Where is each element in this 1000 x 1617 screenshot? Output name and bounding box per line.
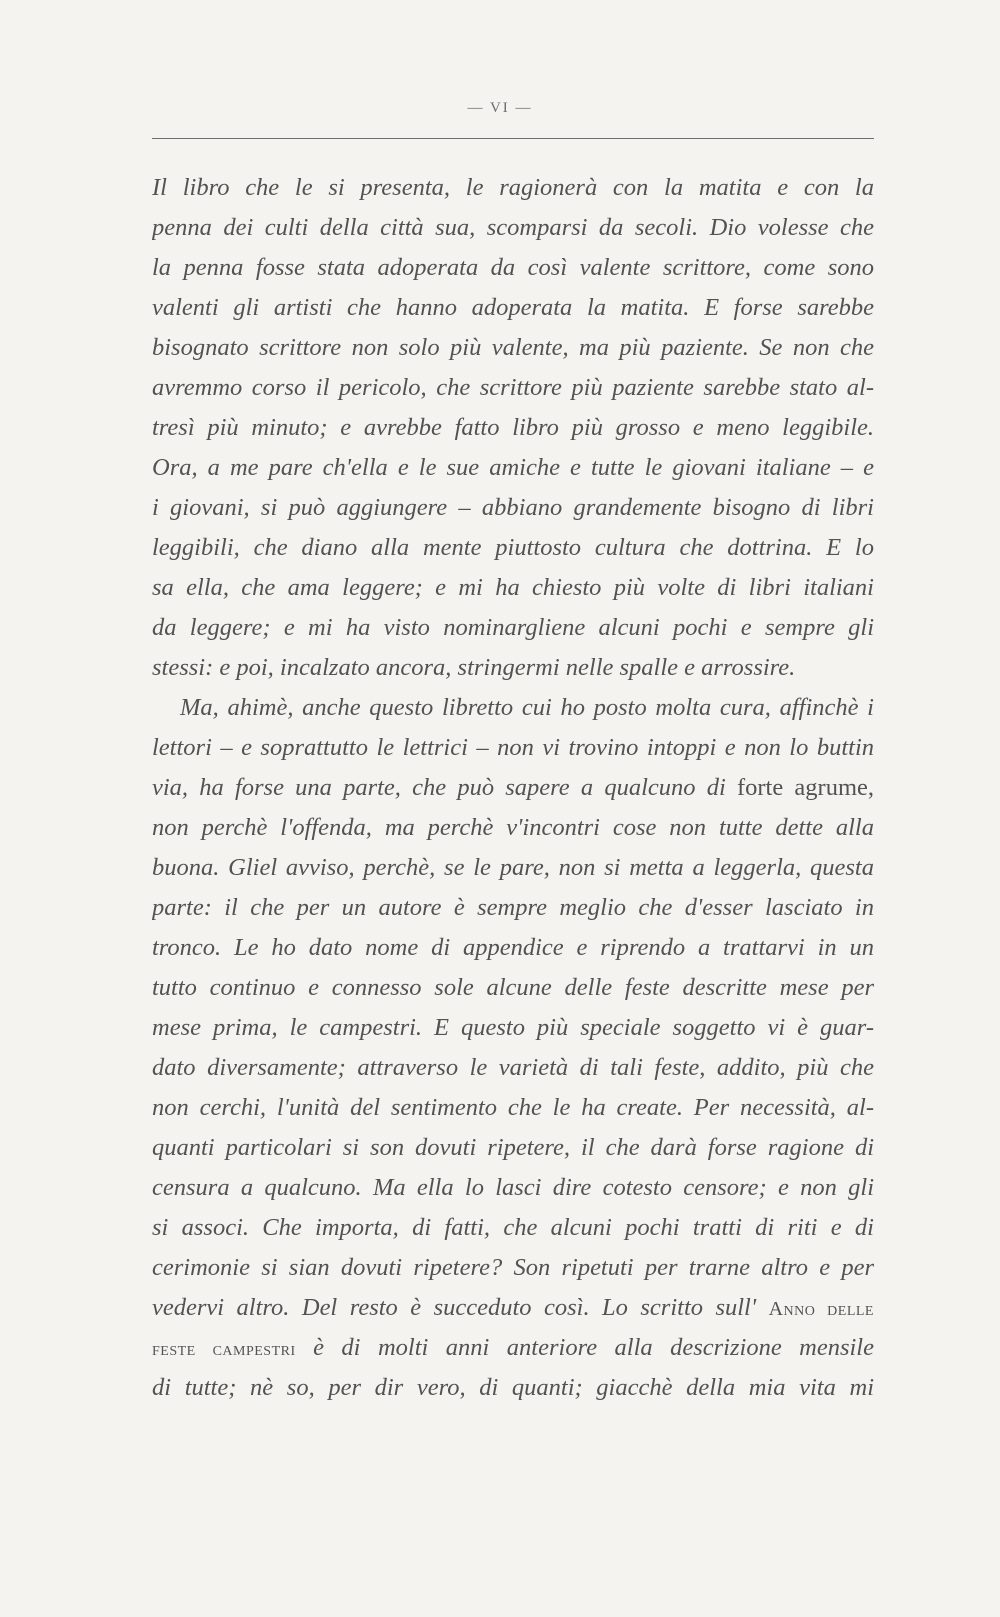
- text-line: mese prima, le campestri. E questo più speciale soggetto vi è guar-: [152, 1014, 874, 1041]
- text-line: [152, 1288, 874, 1328]
- text-line: [152, 1328, 874, 1368]
- text-line: buona. Gliel avviso, perchè, se le pare, non si metta a leggerla, questa: [152, 854, 874, 881]
- body-text: [152, 168, 874, 1408]
- text-line: tronco. Le ho dato nome di appendice e riprendo a trattarvi in un: [152, 934, 874, 961]
- text-segment-small-caps: feste campestri: [152, 1338, 296, 1360]
- text-line: Ora, a me pare ch'ella e le sue amiche e tutte le giovani italiane – e: [152, 454, 874, 481]
- text-line: bisognato scrittore non solo più valente, ma più paziente. Se non che: [152, 334, 874, 361]
- text-line: leggibili, che diano alla mente piuttosto cultura che dottrina. E lo: [152, 534, 874, 561]
- text-line: parte: il che per un autore è sempre meglio che d'esser lasciato in: [152, 894, 874, 921]
- text-line: tutto continuo e connesso sole alcune delle feste descritte mese per: [152, 974, 874, 1001]
- text-segment: è di molti anni anteriore alla descrizione mensile: [295, 1334, 874, 1361]
- text-line: valenti gli artisti che hanno adoperata la matita. E forse sarebbe: [152, 294, 874, 321]
- text-line: quanti particolari si son dovuti ripetere, il che darà forse ragione di: [152, 1134, 874, 1161]
- text-line: avremmo corso il pericolo, che scrittore più paziente sarebbe stato al-: [152, 374, 874, 401]
- text-line: [152, 768, 874, 808]
- text-line: non perchè l'offenda, ma perchè v'incontri cose non tutte dette alla: [152, 814, 874, 841]
- text-line: penna dei culti della città sua, scomparsi da secoli. Dio volesse che: [152, 214, 874, 241]
- text-segment: vedervi altro. Del resto è succeduto così. Lo scritto sull': [152, 1294, 769, 1321]
- text-line: non cerchi, l'unità del sentimento che le ha create. Per necessità, al-: [152, 1094, 874, 1121]
- text-line: censura a qualcuno. Ma ella lo lasci dire cotesto censore; e non gli: [152, 1174, 874, 1201]
- text-line: di tutte; nè so, per dir vero, di quanti; giacchè della mia vita mi: [152, 1374, 874, 1401]
- text-line: stessi: e poi, incalzato ancora, stringermi nelle spalle e arrossire.: [152, 654, 796, 681]
- text-segment: via, ha forse una parte, che può sapere a qualcuno di: [152, 774, 737, 801]
- text-line: Ma, ahimè, anche questo libretto cui ho posto molta cura, affinchè i: [180, 694, 874, 721]
- text-line: si associ. Che importa, di fatti, che alcuni pochi tratti di riti e di: [152, 1214, 874, 1241]
- text-line: Il libro che le si presenta, le ragionerà con la matita e con la: [152, 174, 874, 201]
- text-segment-roman: forte agrume,: [736, 774, 874, 801]
- text-line: tresì più minuto; e avrebbe fatto libro più grosso e meno leggibile.: [152, 414, 874, 441]
- text-line: la penna fosse stata adoperata da così valente scrittore, come sono: [152, 254, 874, 281]
- text-line: cerimonie si sian dovuti ripetere? Son ripetuti per trarne altro e per: [152, 1254, 874, 1281]
- text-line: dato diversamente; attraverso le varietà di tali feste, addito, più che: [152, 1054, 874, 1081]
- text-line: i giovani, si può aggiungere – abbiano grandemente bisogno di libri: [152, 494, 874, 521]
- text-segment-small-caps: Anno delle: [768, 1298, 874, 1320]
- text-line: sa ella, che ama leggere; e mi ha chiesto più volte di libri italiani: [152, 574, 874, 601]
- header-rule: [152, 138, 874, 139]
- text-line: da leggere; e mi ha visto nominargliene alcuni pochi e sempre gli: [152, 614, 874, 641]
- page-header-number: — VI —: [467, 100, 533, 116]
- text-line: lettori – e soprattutto le lettrici – non vi trovino intoppi e non lo buttin: [152, 734, 874, 761]
